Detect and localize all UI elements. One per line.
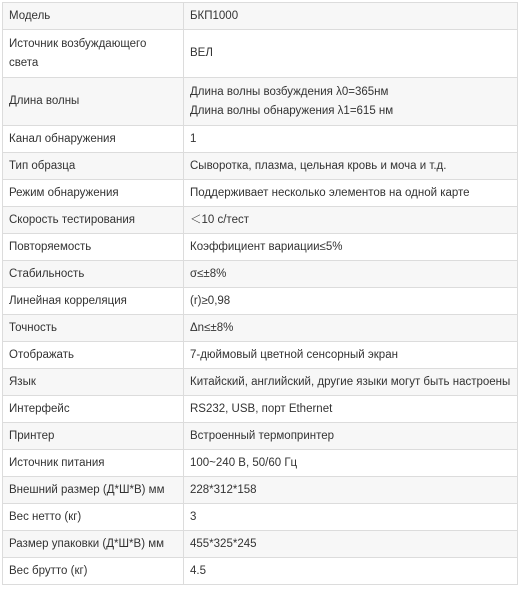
table-row [3,423,518,450]
spec-label: Скорость тестирования [3,207,184,234]
table-row [3,369,518,396]
spec-value-line: 455*325*245 [190,537,257,550]
spec-label: Источник возбуждающего света [3,30,184,78]
table-row [3,558,518,585]
table-row [3,396,518,423]
spec-value-line: 228*312*158 [190,483,257,496]
spec-value [184,396,518,423]
spec-value [184,180,518,207]
table-row [3,531,518,558]
spec-value [184,30,518,78]
spec-value-line: σ≤±8% [190,267,227,280]
table-row [3,450,518,477]
spec-value [184,423,518,450]
spec-value [184,78,518,126]
spec-label: Внешний размер (Д*Ш*В) мм [3,477,184,504]
table-row [3,153,518,180]
spec-value-line: ＜10 с/тест [190,213,249,226]
spec-value [184,3,518,30]
spec-value [184,450,518,477]
spec-value [184,477,518,504]
spec-value-line: ВЕЛ [190,47,213,59]
spec-value [184,531,518,558]
spec-table [2,2,518,585]
table-row [3,477,518,504]
spec-value [184,342,518,369]
table-row [3,126,518,153]
spec-label: Отображать [3,342,184,369]
spec-value-line: 100~240 В, 50/60 Гц [190,456,298,469]
spec-value [184,288,518,315]
spec-label: Размер упаковки (Д*Ш*В) мм [3,531,184,558]
spec-value [184,504,518,531]
spec-label: Источник питания [3,450,184,477]
spec-value [184,369,518,396]
spec-value [184,261,518,288]
spec-label: Канал обнаружения [3,126,184,153]
spec-value-line: Коэффициент вариации≤5% [190,240,343,253]
spec-label: Язык [3,369,184,396]
spec-value [184,315,518,342]
table-row [3,180,518,207]
spec-label: Стабильность [3,261,184,288]
spec-label: Вес нетто (кг) [3,504,184,531]
spec-label: Принтер [3,423,184,450]
spec-value [184,126,518,153]
spec-value-line: Сыворотка, плазма, цельная кровь и моча и т.д. [190,159,447,172]
spec-value-line: 4.5 [190,564,206,577]
spec-value-line: Длина волны обнаружения λ1=615 нм [190,104,394,117]
table-row [3,342,518,369]
spec-value-line: Китайский, английский, другие языки могут быть настроены [190,375,511,388]
spec-value-line: 3 [190,510,197,523]
table-row [3,288,518,315]
spec-value-line: Δn≤±8% [190,321,234,334]
spec-label: Режим обнаружения [3,180,184,207]
table-row [3,207,518,234]
table-row [3,78,518,126]
spec-label: Линейная корреляция [3,288,184,315]
spec-value-line: (r)≥0,98 [190,294,231,307]
spec-value [184,153,518,180]
spec-value-line: БКП1000 [190,9,239,22]
spec-label: Точность [3,315,184,342]
spec-value-line: 7-дюймовый цветной сенсорный экран [190,348,398,361]
table-row [3,504,518,531]
spec-label: Интерфейс [3,396,184,423]
spec-label: Тип образца [3,153,184,180]
spec-value [184,207,518,234]
spec-value [184,234,518,261]
table-row [3,261,518,288]
spec-value-line: Поддерживает несколько элементов на одной карте [190,186,470,199]
table-row [3,234,518,261]
table-row [3,315,518,342]
spec-label: Вес брутто (кг) [3,558,184,585]
spec-value-line: 1 [190,132,197,145]
table-row [3,3,518,30]
spec-label: Длина волны [3,78,184,126]
spec-value-line: Встроенный термопринтер [190,429,335,442]
spec-value-line: Длина волны возбуждения λ0=365нм [190,85,389,98]
spec-label: Модель [3,3,184,30]
spec-value-line: RS232, USB, порт Ethernet [190,402,333,415]
table-row [3,30,518,78]
spec-label: Повторяемость [3,234,184,261]
spec-value [184,558,518,585]
